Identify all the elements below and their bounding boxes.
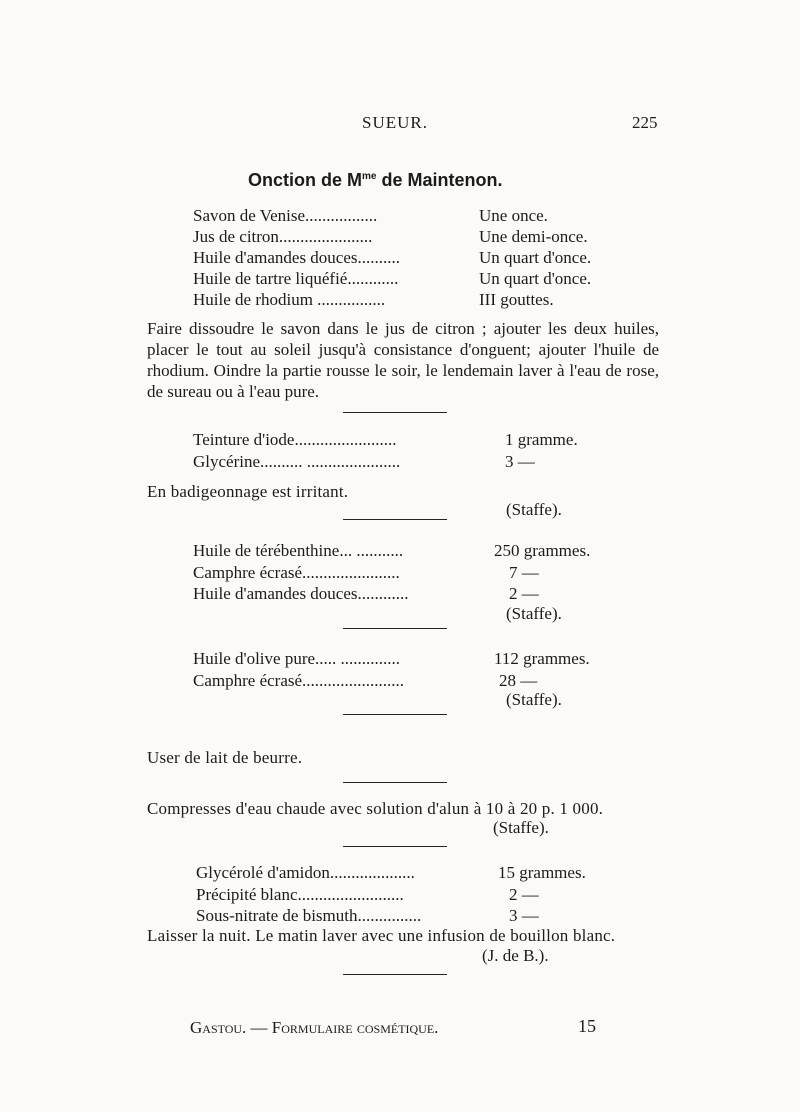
recipe-source: (Staffe). (506, 500, 562, 519)
ingredient-label: Sous-nitrate de bismuth............... (196, 906, 422, 925)
ingredient-row (193, 670, 613, 691)
recipe-6-text: Compresses d'eau chaude avec solution d'alun à 10 à 20 p. 1 000. (147, 799, 604, 818)
recipe-instructions: Faire dissoudre le savon dans le jus de citron ; ajouter les deux huiles, placer le tout au soleil jusqu'à consistance d'onguent; ajouter l'huile de rhodium. Oindre la partie rousse le soir, le lendemain laver à l'eau de rose, de sureau ou à l'eau pure. (147, 319, 659, 401)
ingredient-row (193, 583, 613, 604)
ingredient-quantity: 7 — (509, 563, 539, 582)
ingredient-label: Huile d'amandes douces.......... (193, 248, 401, 267)
ingredient-quantity: Un quart d'once. (479, 269, 592, 288)
separator-rule (343, 974, 447, 975)
separator-rule (343, 412, 447, 413)
ingredient-row (196, 905, 616, 926)
recipe-source: (Staffe). (506, 690, 562, 709)
ingredient-row (193, 247, 663, 268)
section-title: Onction de $M^{me}$ de Maintenon. (248, 170, 503, 190)
ingredient-row (193, 648, 613, 669)
ingredient-row (196, 884, 616, 905)
ingredient-label: Glycérine.......... ...................... (193, 452, 401, 471)
ingredient-label: Camphre écrasé....................... (193, 563, 400, 582)
footer-signature-number: 15 (578, 1016, 596, 1036)
ingredient-label: Camphre écrasé........................ (193, 671, 405, 690)
ingredient-quantity: 250 grammes. (494, 541, 591, 560)
ingredient-row (193, 451, 613, 472)
ingredient-quantity: 2 — (509, 584, 539, 603)
separator-rule (343, 846, 447, 847)
ingredient-label: Glycérolé d'amidon.................... (196, 863, 415, 882)
ingredient-label: Huile de térébenthine... ........... (193, 541, 404, 560)
ingredient-quantity: 15 grammes. (498, 863, 586, 882)
ingredient-label: Savon de Venise................. (193, 206, 378, 225)
ingredient-label: Huile d'olive pure..... .............. (193, 649, 401, 668)
footer-title: Gastou. — Formulaire cosmétique. (190, 1018, 439, 1037)
ingredient-label: Huile de rhodium ................ (193, 290, 386, 309)
ingredient-quantity: 1 gramme. (505, 430, 578, 449)
recipe-source: (J. de B.). (482, 946, 549, 965)
ingredient-row (193, 205, 663, 226)
ingredient-row (193, 429, 613, 450)
recipe-source: (Staffe). (493, 818, 549, 837)
ingredient-quantity: 2 — (509, 885, 539, 904)
ingredient-row (196, 862, 616, 883)
ingredient-row (193, 540, 613, 561)
ingredient-row (193, 268, 663, 289)
ingredient-label: Jus de citron...................... (193, 227, 373, 246)
running-header-title: SUEUR. (362, 113, 428, 132)
ingredient-row (193, 562, 613, 583)
recipe-note: Laisser la nuit. Le matin laver avec une infusion de bouillon blanc. (147, 926, 616, 945)
ingredient-label: Précipité blanc......................... (196, 885, 404, 904)
ingredient-quantity: 28 — (499, 671, 538, 690)
ingredient-quantity: III gouttes. (479, 290, 554, 309)
ingredient-label: Huile d'amandes douces............ (193, 584, 409, 603)
ingredient-quantity: Une once. (479, 206, 548, 225)
recipe-5-text: User de lait de beurre. (147, 748, 303, 767)
ingredient-quantity: 112 grammes. (494, 649, 590, 668)
separator-rule (343, 782, 447, 783)
ingredient-row (193, 226, 663, 247)
ingredient-quantity: Un quart d'once. (479, 248, 592, 267)
ingredient-quantity: Une demi-once. (479, 227, 588, 246)
recipe-source: (Staffe). (506, 604, 562, 623)
ingredient-label: Huile de tartre liquéfié............ (193, 269, 399, 288)
ingredient-quantity: 3 — (505, 452, 535, 471)
ingredient-row (193, 289, 663, 310)
separator-rule (343, 714, 447, 715)
separator-rule (343, 628, 447, 629)
page-number: 225 (632, 113, 658, 132)
ingredient-label: Teinture d'iode........................ (193, 430, 397, 449)
separator-rule (343, 519, 447, 520)
ingredient-quantity: 3 — (509, 906, 539, 925)
recipe-note: En badigeonnage est irritant. (147, 482, 349, 501)
